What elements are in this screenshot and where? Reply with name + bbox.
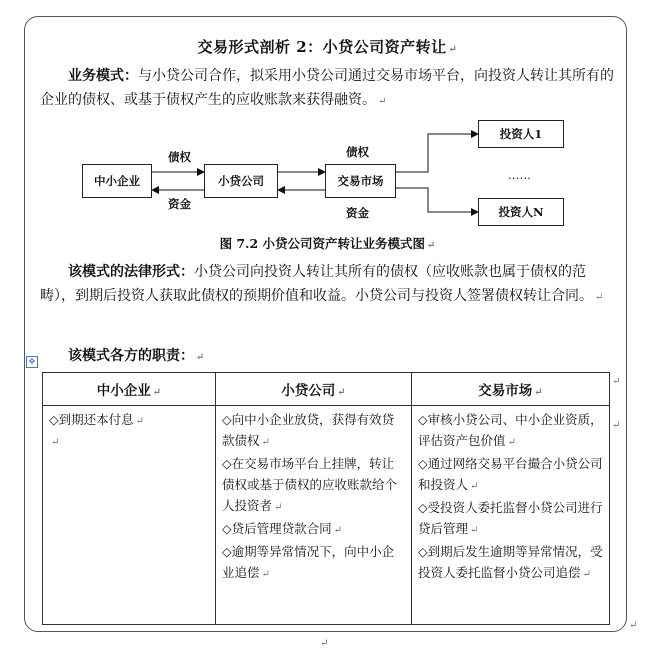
label-debt-2: 债权	[346, 145, 369, 159]
box-sme: 中小企业	[82, 164, 152, 198]
table-row	[43, 406, 610, 625]
label-fund-2: 资金	[346, 206, 369, 220]
header-market: 交易市场 ↵	[412, 373, 610, 406]
label-debt-1: 债权	[168, 150, 191, 164]
header-lender: 小贷公司 ↵	[216, 373, 412, 406]
box-investor-1: 投资人1	[478, 120, 564, 148]
figure-caption: 图 7.2 小贷公司资产转让业务模式图 ↵	[219, 236, 436, 251]
cell-market: ◇审核小贷公司、中小企业资质，评估资产包价值 ↵ ◇通过网络交易平台撮合小贷公司和投资人 ↵ ◇受投资人委托监督小贷公司进行贷后管理 ↵ ◇到期后发生逾期等异常情况，受投资人委托监督小贷公司追偿 ↵	[412, 406, 610, 625]
row-end-mark: ↵	[612, 376, 621, 387]
box-lender: 小贷公司	[204, 164, 278, 198]
page-end-mark: ↵	[320, 638, 329, 649]
responsibilities-table	[42, 372, 610, 625]
section-title: 交易形式剖析 2：小贷公司资产转让 ↵	[197, 38, 458, 56]
cell-sme: ◇到期还本付息 ↵ ↵	[43, 406, 216, 625]
investor-ellipsis: ……	[508, 168, 531, 182]
arrow-market-to-investor1	[396, 134, 478, 172]
header-sme: 中小企业 ↵	[43, 373, 216, 406]
table-move-handle-icon[interactable]: ✥	[26, 356, 38, 368]
cell-lender: ◇向中小企业放贷，获得有效贷款债权 ↵ ◇在交易市场平台上挂牌，转让债权或基于债权的应收账款给个人投资者 ↵ ◇贷后管理贷款合同 ↵ ◇逾期等异常情况下，向中小企业追偿 ↵	[216, 406, 412, 625]
box-investor-n: 投资人N	[478, 198, 564, 226]
paragraph-responsibilities: 该模式各方的职责： ↵	[68, 348, 205, 364]
box-market: 交易市场	[325, 164, 396, 198]
row-end-mark: ↵	[612, 420, 621, 431]
frame-end-mark: ↵	[629, 620, 638, 631]
label-fund-1: 资金	[168, 197, 191, 211]
paragraph-legal-form: 该模式的法律形式：小贷公司向投资人转让其所有的债权（应收账款也属于债权的范畴），到期后投资人获取此债权的预期价值和收益。小贷公司与投资人签署债权转让合同。 ↵	[40, 264, 604, 304]
paragraph-business-model: 业务模式：与小贷公司合作，拟采用小贷公司通过交易市场平台，向投资人转让其所有的企业的债权、或基于债权产生的应收账款来获得融资。 ↵	[40, 68, 614, 108]
arrow-market-to-investorN	[396, 188, 478, 212]
table-header-row	[43, 373, 610, 406]
